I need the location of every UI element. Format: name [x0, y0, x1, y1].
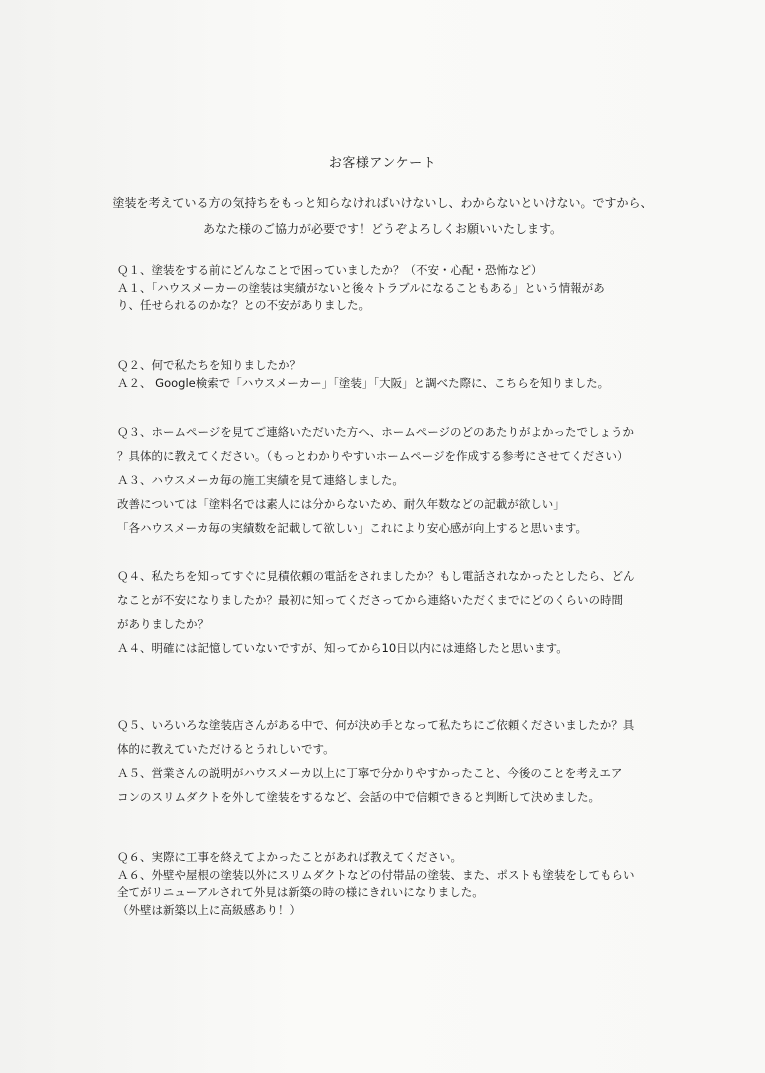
question-text: Ｑ５、いろいろな塗装店さんがある中で、何が決め手となって私たちにご依頼くださいましたか？具 — [117, 718, 635, 732]
answer-text: 改善については「塗料名では素人には分からないため、耐久年数などの記載が欲しい」 — [117, 497, 565, 511]
answer-text: （外壁は新築以上に高級感あり！） — [117, 902, 301, 917]
qa-block-6 — [117, 849, 717, 919]
question-text: がありましたか？ — [117, 617, 209, 631]
answer-text: Ａ６、外壁や屋根の塗装以外にスリムダクトなどの付帯品の塗装、また、ポストも塗装をしてもらい — [117, 867, 635, 882]
qa-block-2 — [117, 357, 717, 392]
intro-text — [40, 190, 725, 242]
answer-text: Ａ１、「ハウスメーカーの塗装は実績がないと後々トラブルになることもある」という情報があ — [117, 280, 605, 295]
answer-text: 全てがリニューアルされて外見は新築の時の様にきれいになりました。 — [117, 885, 484, 899]
answer-text: コンのスリムダクトを外して塗装をするなど、会話の中で信頼できると判断して決めました。 — [117, 790, 600, 804]
question-text: Ｑ２、何で私たちを知りましたか？ — [117, 358, 301, 372]
question-text: Ｑ６、実際に工事を終えてよかったことがあれば教えてください。 — [117, 850, 462, 864]
answer-text: Ａ２、 Google検索で「ハウスメーカー」「塗装」「大阪」と調べた際に、こちらを知りました。 — [117, 375, 610, 390]
question-text: Ｑ３、ホームページを見てご連絡いただいた方へ、ホームページのどのあたりがよかったでしょうか — [117, 425, 635, 439]
answer-text: Ａ５、営業さんの説明がハウスメーカ以上に丁寧で分かりやすかったこと、今後のことを考えエア — [117, 766, 623, 780]
answer-text: Ａ４、明確には記憶していないですが、知ってから10日以内には連絡したと思います。 — [117, 641, 568, 655]
qa-block-4 — [117, 564, 717, 660]
answer-text: Ａ３、ハウスメーカ毎の施工実績を見て連絡しました。 — [117, 473, 404, 487]
intro-line: 塗装を考えている方の気持ちをもっと知らなければいけないし、わからないといけない。ですから、 — [112, 196, 653, 210]
answer-text: 「各ハウスメーカ毎の実績数を記載して欲しい」これにより安心感が向上すると思います。 — [117, 521, 587, 535]
qa-block-3 — [117, 420, 717, 540]
answer-text: り、任せられるのかな？との不安がありました。 — [117, 298, 370, 312]
qa-block-1 — [117, 262, 717, 315]
question-text: ？具体的に教えてください。（もっとわかりやすいホームページを作成する参考にさせてください） — [117, 449, 629, 463]
question-text: 体的に教えていただけるとうれしいです。 — [117, 742, 335, 756]
question-text: Ｑ４、私たちを知ってすぐに見積依頼の電話をされましたか？もし電話されなかったとしたら、どん — [117, 569, 635, 583]
qa-block-5 — [117, 713, 717, 809]
intro-line: あなた様のご協力が必要です！どうぞよろしくお願いいたします。 — [202, 222, 563, 236]
question-text: なことが不安になりましたか？最初に知ってくださってから連絡いただくまでにどのくらいの時間 — [117, 593, 623, 607]
question-text: Ｑ１、塗装をする前にどんなことで困っていましたか？（不安・心配・恐怖など） — [117, 263, 543, 277]
page-title: お客様アンケート — [328, 156, 437, 171]
